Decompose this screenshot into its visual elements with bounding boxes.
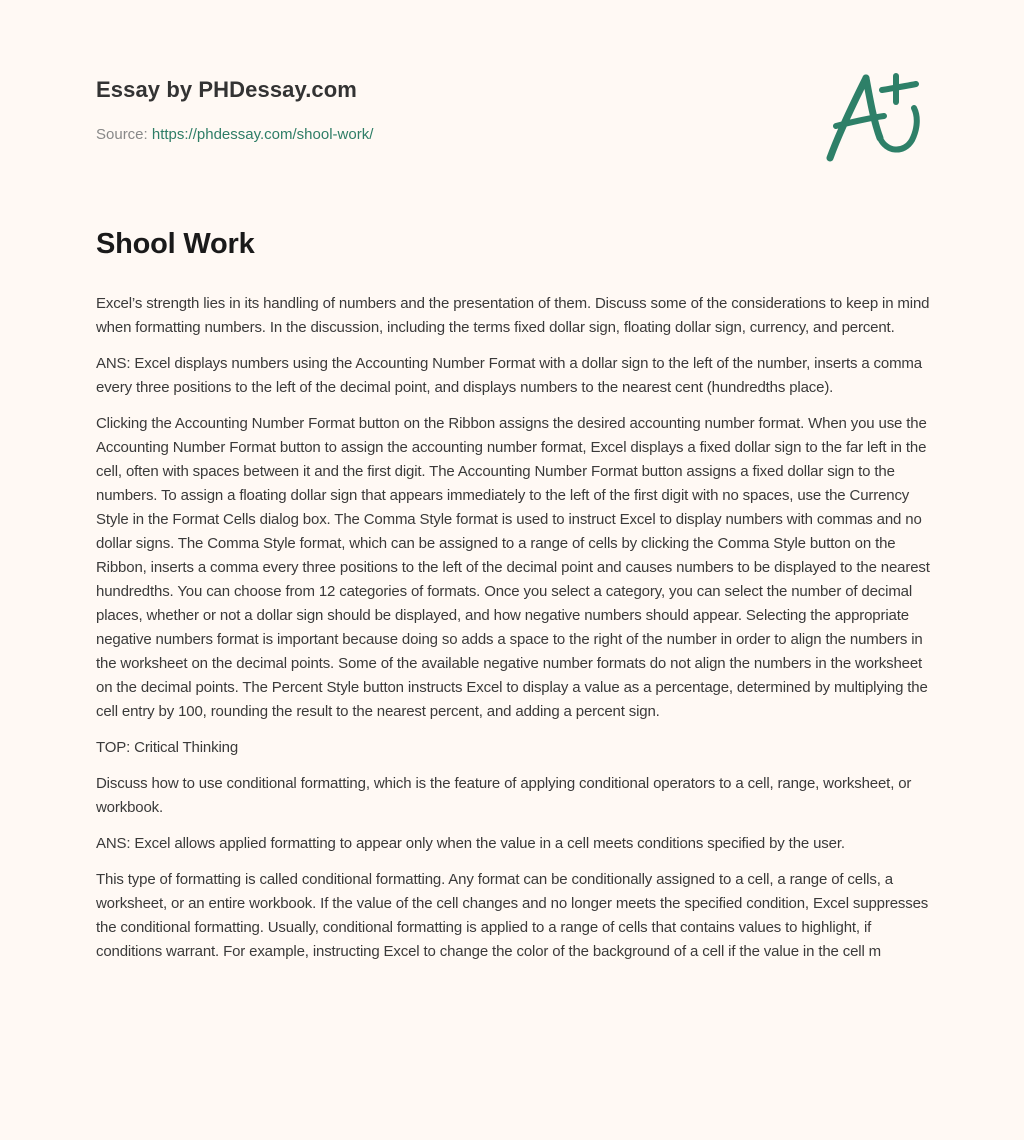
paragraph-explanation-2: This type of formatting is called conditional formatting. Any format can be conditionally assigned to a cell, a range of cells, a worksheet, or an entire workbook. If the value of the cell changes and no longer meets the specified condition, Excel suppresses the conditional formatting. Usually, conditional formatting is applied to a range of cells that contains values to highlight, if conditions warrant. For example, instructing Excel to change the color of the background of a cell if the value in the cell m [96, 871, 929, 960]
page-title: Shool Work [96, 228, 255, 260]
source-line [96, 124, 696, 146]
paragraph-question-2: Discuss how to use conditional formatting, which is the feature of applying conditional operators to a cell, range, worksheet, or workbook. [96, 775, 912, 816]
source-link[interactable]: https://phdessay.com/shool-work/ [151, 126, 374, 143]
site-title: Essay by PHDessay.com [96, 77, 357, 102]
essay-header [96, 72, 696, 146]
paragraph-explanation-1: Clicking the Accounting Number Format button on the Ribbon assigns the desired accounting number format. When you use the Accounting Number Format button to assign the accounting number format, Excel displays a fixed dollar sign to the far left in the cell, often with spaces between it and the first digit. The Accounting Number Format button assigns a fixed dollar sign to the numbers. To assign a floating dollar sign that appears immediately to the left of the first digit with no spaces, use the Currency Style in the Format Cells dialog box. The Comma Style format is used to instruct Excel to display numbers with commas and no dollar signs. The Comma Style format, which can be assigned to a range of cells by clicking the Comma Style button on the Ribbon, inserts a comma every three positions to the left of the decimal point and causes numbers to be displayed to the nearest hundredths. You can choose from 12 categories of formats. Once you select a category, you can select the number of decimal places, whether or not a dollar sign should be displayed, and how negative numbers should appear. Selecting the appropriate negative numbers format is important because doing so adds a space to the right of the number in order to align the numbers in the worksheet on the decimal points. Some of the available negative number formats do not align the numbers in the worksheet on the decimal points. The Percent Style button instructs Excel to display a value as a percentage, determined by multiplying the cell entry by 100, rounding the result to the nearest percent, and adding a percent sign. [96, 415, 930, 720]
paragraph-question-1: Excel’s strength lies in its handling of numbers and the presentation of them. Discuss some of the considerations to keep in mind when formatting numbers. In the discussion, including the terms fixed dollar sign, floating dollar sign, currency, and percent. [96, 295, 930, 336]
paragraph-topic: TOP: Critical Thinking [96, 739, 239, 756]
paragraph-answer-2: ANS: Excel allows applied formatting to appear only when the value in a cell meets conditions specified by the user. [96, 835, 845, 852]
article [96, 222, 932, 976]
a-plus-grade-icon [822, 66, 928, 166]
paragraph-answer-1: ANS: Excel displays numbers using the Accounting Number Format with a dollar sign to the left of the number, inserts a comma every three positions to the left of the decimal point, and displays numbers to the nearest cent (hundredths place). [96, 355, 922, 396]
source-label: Source: [96, 126, 152, 143]
